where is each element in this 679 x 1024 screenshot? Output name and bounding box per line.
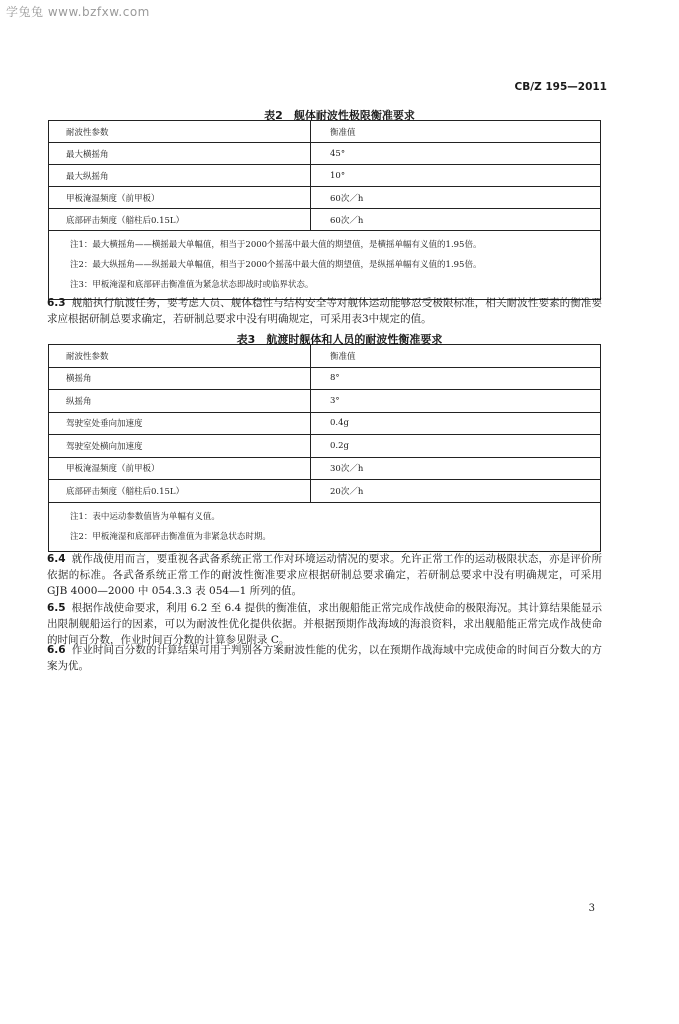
- table-cell: 最大横摇角: [49, 143, 311, 165]
- table-cell: 甲板淹湿频度（前甲板）: [49, 187, 311, 209]
- clause-number: 6.3: [47, 297, 66, 309]
- table-notes-row: [49, 231, 601, 300]
- clause-number: 6.6: [47, 644, 66, 656]
- table2-caption: 表2 舰体耐波性极限衡准要求: [264, 109, 415, 122]
- table-row: [49, 480, 601, 503]
- table-header-row: [49, 121, 601, 143]
- clause-6-3: [47, 295, 602, 327]
- table-row: [49, 209, 601, 231]
- table-cell: 驾驶室处垂向加速度: [49, 412, 311, 435]
- clause-6-6: [47, 642, 602, 674]
- standard-code: CB/Z 195—2011: [514, 81, 607, 93]
- table-header-cell: 耐波性参数: [49, 121, 311, 143]
- table3-caption: 表3 航渡时舰体和人员的耐波性衡准要求: [236, 333, 443, 346]
- clause-text: 舰船执行航渡任务，要考虑人员、舰体稳性与结构安全等对舰体运动能够忍受极限标准，相关耐波性要素的衡准要求应根据研制总要求确定，若研制总要求中没有明确规定，可采用表3中规定的值。: [47, 297, 602, 325]
- clause-text: 就作战使用而言，要重视各武备系统正常工作对环境运动情况的要求。允许正常工作的运动极限状态，亦是评价所依据的标准。各武备系统正常工作的耐波性衡准要求应根据研制总要求确定，若研制总要求中没有明确规定，可采用 GJB 4000—2000 中 054.3.3 表 054—1 所列的值。: [47, 553, 602, 597]
- table-cell: 0.2g: [311, 435, 601, 458]
- table-note: 注2：最大纵摇角——纵摇最大单幅值，相当于2000个摇荡中最大值的期望值，是纵摇单幅有义值的1.95倍。: [70, 260, 482, 270]
- clause-number: 6.5: [47, 602, 66, 614]
- clause-6-5: [47, 600, 602, 648]
- table-header-cell: 衡准值: [311, 121, 601, 143]
- table-cell: 60次／h: [311, 187, 601, 209]
- table-row: [49, 390, 601, 413]
- table-cell: 最大纵摇角: [49, 165, 311, 187]
- table-cell: 10°: [311, 165, 601, 187]
- table-row: [49, 367, 601, 390]
- table-note: 注1：最大横摇角——横摇最大单幅值，相当于2000个摇荡中最大值的期望值，是横摇单幅有义值的1.95倍。: [70, 240, 482, 250]
- table-cell: 横摇角: [49, 367, 311, 390]
- table-cell: 3°: [311, 390, 601, 413]
- clause-text: 作业时间百分数的计算结果可用于判别各方案耐波性能的优劣，以在预期作战海域中完成使命的时间百分数大的方案为优。: [47, 644, 602, 672]
- table-notes-row: [49, 502, 601, 551]
- table-cell: 纵摇角: [49, 390, 311, 413]
- table-row: [49, 457, 601, 480]
- table-cell: 甲板淹湿频度（前甲板）: [49, 457, 311, 480]
- table-cell: 底部砰击频度（艏柱后0.15L）: [49, 209, 311, 231]
- table-header-row: [49, 345, 601, 368]
- table-header-cell: 衡准值: [311, 345, 601, 368]
- table-row: [49, 165, 601, 187]
- table-cell: 45°: [311, 143, 601, 165]
- table-cell: 8°: [311, 367, 601, 390]
- page-number: 3: [588, 903, 595, 914]
- table-note: 注3：甲板淹湿和底部砰击衡准值为紧急状态即战时或临界状态。: [70, 280, 314, 290]
- table2: [48, 120, 601, 300]
- table-cell: 驾驶室处横向加速度: [49, 435, 311, 458]
- table-notes: [49, 231, 601, 300]
- table-cell: 底部砰击频度（艏柱后0.15L）: [49, 480, 311, 503]
- clause-number: 6.4: [47, 553, 66, 565]
- table-cell: 60次／h: [311, 209, 601, 231]
- table-row: [49, 435, 601, 458]
- table-cell: 30次／h: [311, 457, 601, 480]
- table-note: 注1：表中运动参数值皆为单幅有义值。: [70, 511, 220, 522]
- watermark: 学兔兔 www.bzfxw.com: [6, 5, 150, 19]
- table-row: [49, 412, 601, 435]
- table-header-cell: 耐波性参数: [49, 345, 311, 368]
- clause-6-4: [47, 551, 602, 599]
- table-note: 注2：甲板淹湿和底部砰击衡准值为非紧急状态时期。: [70, 531, 271, 542]
- table-row: [49, 143, 601, 165]
- clause-text: 根据作战使命要求，利用 6.2 至 6.4 提供的衡准值，求出舰船能正常完成作战使命的极限海况。其计算结果能显示出限制舰船运行的因素，可以为耐波性优化提供依据。并根据预期作战海域的海浪资料，求出舰船能正常完成作战使命的时间百分数，作业时间百分数的计算参见附录 C。: [47, 602, 602, 646]
- table-notes: [49, 502, 601, 551]
- table-cell: 20次／h: [311, 480, 601, 503]
- table-row: [49, 187, 601, 209]
- table-cell: 0.4g: [311, 412, 601, 435]
- table3: [48, 344, 601, 552]
